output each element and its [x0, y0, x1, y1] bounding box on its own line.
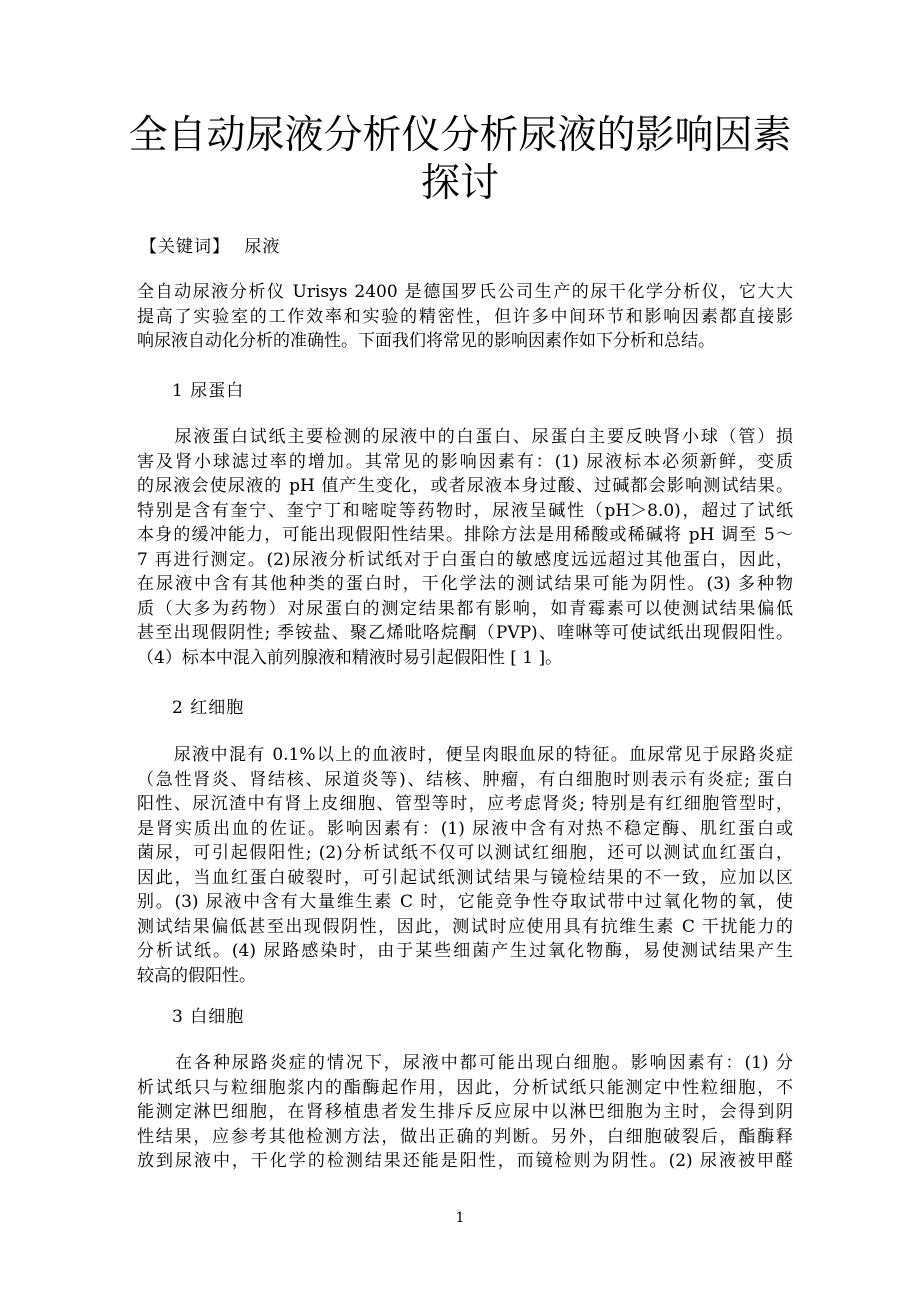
- text-line: 测试结果偏低甚至出现假阴性，因此，测试时应使用具有抗维生素 C 干扰能力的: [137, 916, 793, 937]
- text-line: 在各种尿路炎症的情况下，尿液中都可能出现白细胞。影响因素有：(1) 分: [137, 1053, 793, 1073]
- document-title: [0, 112, 920, 208]
- text-line: 响尿液自动化分析的准确性。下面我们将常见的影响因素作如下分析和总结。: [137, 331, 715, 351]
- section-heading: 3 白细胞: [172, 1007, 245, 1027]
- title-line: 探讨: [420, 161, 499, 206]
- text-line: 质（大多为药物）对尿蛋白的测定结果都有影响，如青霉素可以使测试结果偏低: [137, 598, 793, 619]
- text-line: 析试纸只与粒细胞浆内的酯酶起作用，因此，分析试纸只能测定中性粒细胞，不: [137, 1077, 793, 1098]
- text-line: 因此，当血红蛋白破裂时，可引起试纸测试结果与镜检结果的不一致，应加以区: [137, 867, 793, 888]
- text-line: 本身的缓冲能力，可能出现假阳性结果。排除方法是用稀酸或稀碱将 pH 调至 5～: [137, 525, 793, 545]
- text-line: 尿液中混有 0.1%以上的血液时，便呈肉眼血尿的特征。血尿常见于尿路炎症: [137, 745, 793, 765]
- text-line: 害及肾小球滤过率的增加。其常见的影响因素有：(1) 尿液标本必须新鲜，变质: [137, 451, 793, 472]
- text-line: 能测定淋巴细胞，在肾移植患者发生排斥反应尿中以淋巴细胞为主时，会得到阴: [137, 1102, 793, 1122]
- intro-paragraph: [137, 280, 793, 354]
- keywords: [140, 232, 280, 257]
- section-heading: 2 红细胞: [172, 698, 245, 718]
- text-line: 别。(3) 尿液中含有大量维生素 C 时，它能竞争性夺取试带中过氧化物的氧，使: [137, 892, 793, 912]
- section-heading: 1 尿蛋白: [172, 381, 245, 401]
- text-line: 全自动尿液分析仪 Urisys 2400 是德国罗氏公司生产的尿干化学分析仪，它大大: [137, 282, 793, 302]
- text-line: 较高的假阳性。: [137, 965, 256, 986]
- text-line: （4）标本中混入前列腺液和精液时易引起假阳性 [ 1 ]。: [137, 647, 563, 668]
- text-line: 提高了实验室的工作效率和实验的精密性，但许多中间环节和影响因素都直接影: [137, 306, 793, 327]
- text-line: 放到尿液中，干化学的检测结果还能是阳性，而镜检则为阴性。(2) 尿液被甲醛: [137, 1151, 793, 1171]
- text-line: 在尿液中含有其他种类的蛋白时，干化学法的测试结果可能为阴性。(3) 多种物: [137, 574, 793, 594]
- text-line: 尿液蛋白试纸主要检测的尿液中的白蛋白、尿蛋白主要反映肾小球（管）损: [137, 427, 793, 447]
- text-line: 性结果，应参考其他检测方法，做出正确的判断。另外，白细胞破裂后，酯酶释: [137, 1126, 793, 1147]
- section-paragraph: [137, 1051, 793, 1174]
- section-paragraph: [137, 425, 793, 670]
- section-paragraph: [137, 743, 793, 988]
- text-line: （急性肾炎、肾结核、尿道炎等)、结核、肿瘤，有白细胞时则表示有炎症; 蛋白: [137, 769, 793, 790]
- text-line: 阳性、尿沉渣中有肾上皮细胞、管型等时，应考虑肾炎; 特别是有红细胞管型时，: [137, 794, 793, 814]
- text-line: 甚至出现假阴性; 季铵盐、聚乙烯吡咯烷酮（PVP)、喹啉等可使试纸出现假阳性。: [137, 623, 793, 643]
- text-line: 菌尿，可引起假阳性; (2)分析试纸不仅可以测试红细胞，还可以测试血红蛋白，: [137, 843, 793, 863]
- keywords-value: 尿液: [244, 237, 281, 257]
- text-line: 7 再进行测定。(2)尿液分析试纸对于白蛋白的敏感度远远超过其他蛋白，因此，: [137, 549, 793, 570]
- page-number: 1: [455, 1210, 465, 1226]
- text-line: 分析试纸。(4) 尿路感染时，由于某些细菌产生过氧化物酶，易使测试结果产生: [137, 941, 793, 961]
- keywords-label: 【关键词】: [140, 237, 230, 257]
- title-line: 全自动尿液分析仪分析尿液的影响因素: [128, 113, 792, 158]
- text-line: 是肾实质出血的佐证。影响因素有：(1) 尿液中含有对热不稳定酶、肌红蛋白或: [137, 818, 793, 839]
- text-line: 的尿液会使尿液的 pH 值产生变化，或者尿液本身过酸、过碱都会影响测试结果。: [137, 476, 793, 496]
- text-line: 特别是含有奎宁、奎宁丁和嘧啶等药物时，尿液呈碱性（pH＞8.0)，超过了试纸: [137, 500, 793, 521]
